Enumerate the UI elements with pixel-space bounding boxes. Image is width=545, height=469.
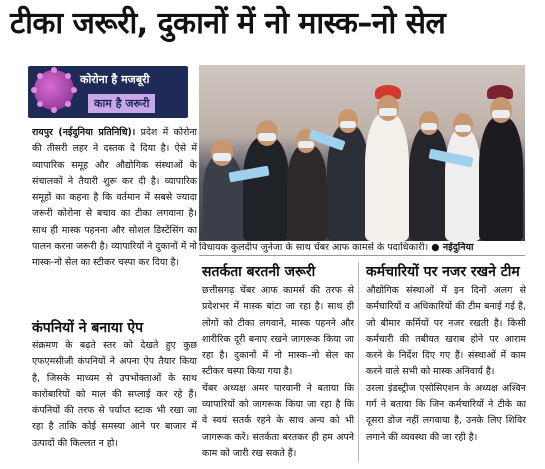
apps-paragraph: संक्रमण के बढ़ते स्तर को देखते हुए कुछ एफएमसीजी कंपनियों ने अपना ऐप तैयार किया है, जिसके माध्यम से उपभोक्ताओं के साथ कारोबारियों को माल की सप्लाई कर रहे हैं। कंपनियों की तरफ से पर्याप्त स्टाक भी रखा जा रहा है ताकि कोई समस्या आने पर बाजार में उत्पादों की किल्लत न हो। [32,340,197,449]
dateline: रायपुर (नईदुनिया प्रतिनिधि)। [32,127,136,138]
headline: टीका जरूरी, दुकानों में नो मास्क–नो सेल [10,6,446,41]
section-banner [28,66,188,118]
caption-text: विधायक कुलदीप जुनेजा के साथ चेंबर आफ कामर्स के पदाधिकारी। [199,242,429,253]
subheading-team: कर्मचारियों पर नजर रखने टीम [366,264,520,280]
lead-text: प्रदेश में कोरोना की तीसरी लहर ने दस्तक दे दिया है। ऐसे में व्यापारिक समूह और औद्योगिक संस्थाओं के संचालकों ने तैयारी शुरू कर दी है। व्यापारिक समूहों का कहना है कि वर्तमान में सबसे ज्यादा जरूरी कोरोना से बचाव का टीका लगवाना है। साथ ही मास्क पहनना और सोशल डिस्टेंसिंग का पालन करना जरूरी है। व्यापारियों ने दुकानों में नो मास्क-नो सेल का स्टीकर चस्पा कर दिया है। [32,127,197,269]
caution-paragraph-2: चेंबर अध्यक्ष अमर पारवानी ने बताया कि व्यापारियों को जागरूक किया जा रहा है कि वे स्वयं सतर्क रहने के साथ अन्य को भी जागरूक करें। सतर्कता बरतकर ही हम अपने काम को जारी रख सकते हैं। [202,382,354,459]
team-paragraph-1: औद्योगिक संस्थाओं में इन दिनों अलग से कर्मचारियों व अधिकारियों की टीम बनाई गई है, जो बीमार कर्मियों पर नजर रखती है। किसी कर्मचारी की तबीयत खराब होने पर आराम करने के निर्देश दिए गए हैं। संस्थाओं में काम करने वाले सभी को मास्क अनिवार्य है। [366,285,526,378]
news-photo [199,65,525,241]
team-column [366,283,526,463]
caution-paragraph-1: छत्तीसगढ़ चेंबर आफ कामर्स की तरफ से प्रदेशभर में मास्क बांटा जा रहा है। साथ ही लोगों को टीका लगवाने, मास्क पहनने और शारीरिक दूरी बनाए रखने जागरूक किया जा रहा है। दुकानों में नो मास्क–नो सेल का स्टीकर चस्पा किया गया है। [202,285,354,378]
coronavirus-icon [34,70,74,110]
photo-caption [199,242,525,254]
caution-column [202,283,354,463]
subheading-apps: कंपनियों ने बनाया ऐप [32,320,144,336]
team-paragraph-2: उरला इंडस्ट्रीज एसोसिएशन के अध्यक्ष अश्विन गर्ग ने बताया कि जिन कर्मचारियों ने टीके का दूसरा डोज नहीं लगवाया है, उनके लिए शिविर लगाने की व्यवस्था की जा रही है। [366,382,526,443]
column-divider [358,262,359,462]
subheading-caution: सतर्कता बरतनी जरूरी [202,264,316,280]
banner-line-1: कोरोना है मजबूरी [80,73,150,86]
lead-paragraph [32,125,197,305]
divider [199,255,525,256]
banner-line-2: काम है जरूरी [88,94,155,113]
photo-credit: ● नईदुनिया [431,242,474,253]
